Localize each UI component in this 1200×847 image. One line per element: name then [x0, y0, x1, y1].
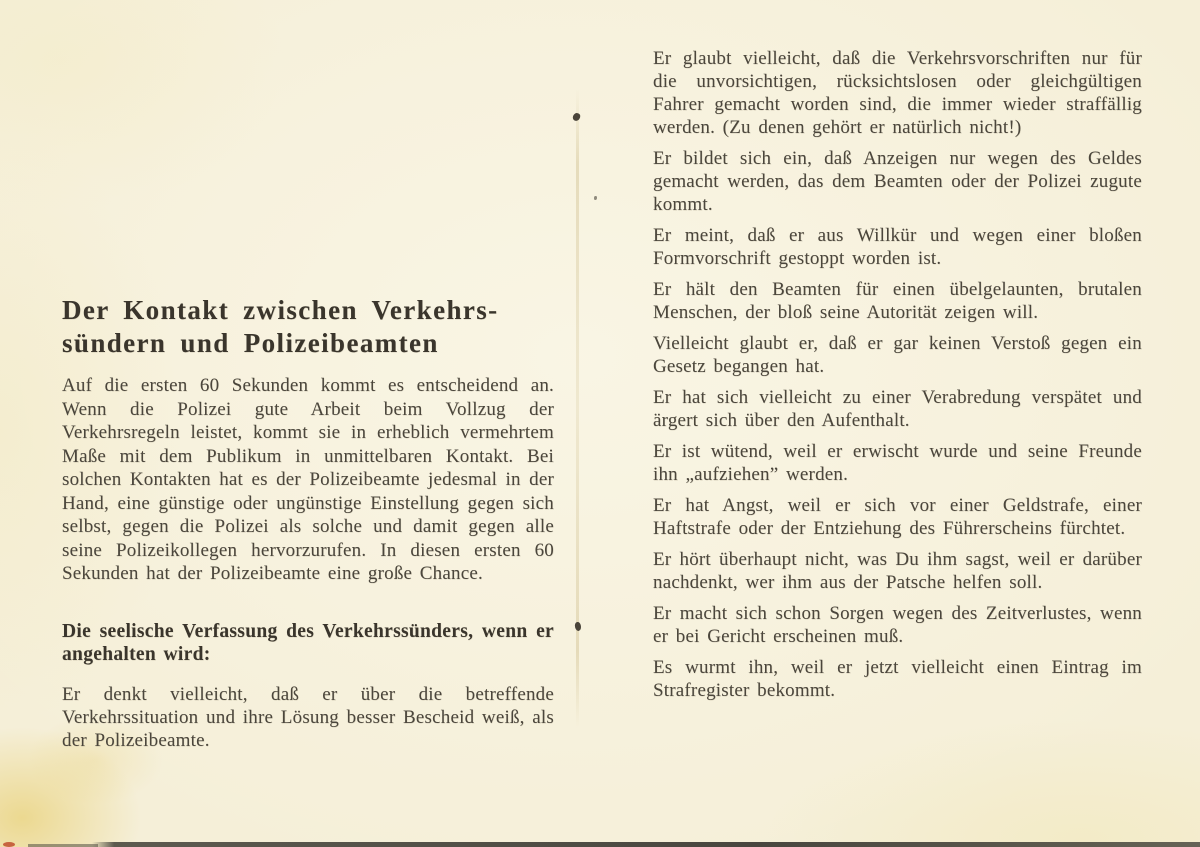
- page-right: [653, 47, 1142, 710]
- paragraph: Es wurmt ihn, weil er jetzt vielleicht einen Eintrag im Strafregister bekommt.: [653, 657, 1142, 701]
- staple-mark-top: [572, 112, 581, 122]
- section-heading-line-1: Der Kontakt zwischen Verkehrs-: [62, 295, 499, 325]
- paragraph: Er bildet sich ein, daß Anzeigen nur wegen des Geldes gemacht werden, das dem Beamten oder der Polizei zugute kommt.: [653, 148, 1142, 215]
- paragraph: Er hält den Beamten für einen übelgelaunten, brutalen Menschen, der bloß seine Autorität zeigen will.: [653, 279, 1142, 323]
- scan-edge-shadow: [92, 842, 1200, 847]
- ink-speck: [594, 196, 597, 200]
- red-stain-mark: [3, 842, 15, 847]
- section-heading-line-2: sündern und Polizeibeamten: [62, 328, 439, 358]
- section-heading: [62, 294, 554, 360]
- paragraph: Er hört überhaupt nicht, was Du ihm sagst, weil er darüber nachdenkt, wer ihm aus der Patsche helfen soll.: [653, 549, 1142, 593]
- paragraph: Er hat Angst, weil er sich vor einer Geldstrafe, einer Haftstrafe oder der Entziehung des Führerscheins fürchtet.: [653, 495, 1142, 539]
- paragraph: Er glaubt vielleicht, daß die Verkehrsvorschriften nur für die unvorsichtigen, rücksichtslosen oder gleichgültigen Fahrer gemacht worden sind, die immer wieder straffällig werden. (Zu denen gehört er natürlich nicht!): [653, 48, 1142, 138]
- page-left: [62, 294, 554, 760]
- paragraph: Er hat sich vielleicht zu einer Verabredung verspätet und ärgert sich über den Aufenthalt.: [653, 387, 1142, 431]
- paragraph: Er ist wütend, weil er erwischt wurde und seine Freunde ihn „aufziehen” werden.: [653, 441, 1142, 485]
- paragraph: Vielleicht glaubt er, daß er gar keinen Verstoß gegen ein Gesetz begangen hat.: [653, 333, 1142, 377]
- paragraph-intro: Auf die ersten 60 Sekunden kommt es entscheidend an. Wenn die Polizei gute Arbeit beim Vollzug der Verkehrsregeln leistet, kommt sie in erheblich vermehrtem Maße mit dem Publikum in unmittelbaren Kontakt. Bei solchen Kontakten hat es der Polizeibeamte jedesmal in der Hand, eine günstige oder ungünstige Einstellung gegen sich selbst, gegen die Polizei als solche und damit gegen alle seine Polizeikollegen hervorzurufen. In diesen ersten 60 Sekunden hat der Polizeibeamte eine große Chance.: [62, 375, 554, 584]
- paragraph: Er meint, daß er aus Willkür und wegen einer bloßen Formvorschrift gestoppt worden ist.: [653, 225, 1142, 269]
- paragraph: Er macht sich schon Sorgen wegen des Zeitverlustes, wenn er bei Gericht erscheinen muß.: [653, 603, 1142, 647]
- subheading: Die seelische Verfassung des Verkehrssünders, wenn er angehalten wird:: [62, 620, 554, 665]
- paragraph-closing: Er denkt vielleicht, daß er über die betreffende Verkehrssituation und ihre Lösung besser Bescheid weiß, als der Polizeibeamte.: [62, 683, 554, 751]
- page-fold-crease: [576, 88, 579, 728]
